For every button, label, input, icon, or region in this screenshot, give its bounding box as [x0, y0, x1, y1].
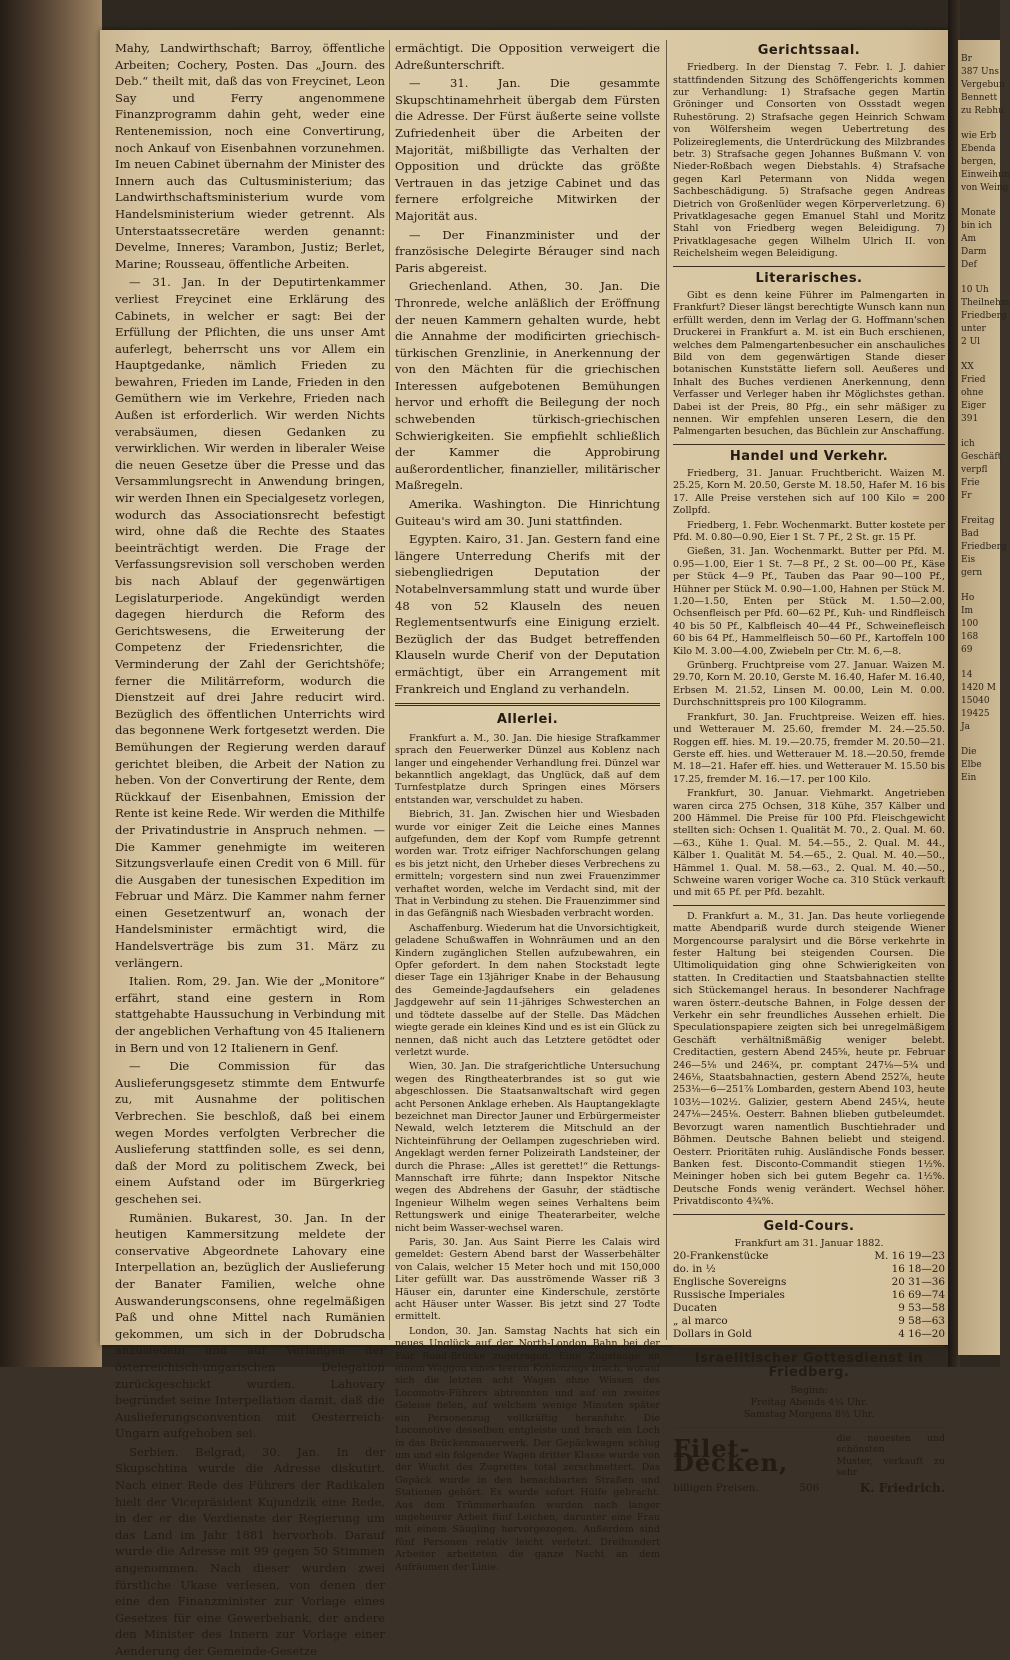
- geld-cours-label: do. in ½: [673, 1263, 716, 1276]
- column-politics-1: [115, 40, 385, 1658]
- paragraph-freycinet-declaration: — 31. Jan. In der Deputirtenkammer verliest Freycinet eine Erklärung des Cabinets, in welcher er sagt: Bei der Erfüllung der Pflichten, die uns unser Amt auferlegt, beherrscht uns vor Allem ein Hauptgedanke, nämlich Frieden zu bewahren, Frieden im Lande, Frieden in den Gemüthern wie im Verkehre, Frieden nach Außen ist erforderlich. Wir werden Nichts verabsäumen, diesen Gedanken zu verwirklichen. Wir werden in liberaler Weise die neuen Gesetze über die Presse und das Versammlungsrecht in Anwendung bringen, wir werden Ihnen ein Specialgesetz vorlegen, wodurch das Associationsrecht befestigt wird, ohne daß die Rechte des Staates beeinträchtigt werden. Die Frage der Verfassungsrevision soll verschoben werden bis nach Ablauf der gegenwärtigen Legislaturperiode. Angekündigt werden dagegen hierdurch die Reform des Gerichtswesens, die Erweiterung der Competenz der Friedensrichter, die Verminderung der Zahl der Gerichtshöfe; ferner die Militärreform, wodurch die Dienstzeit auf drei Jahre reducirt wird. Bezüglich des öffentlichen Unterrichts wird das begonnene Werk fortgesetzt werden. Die Bemühungen der Regierung werden darauf gerichtet bleiben, die Arbeit der Nation zu heben. Von der Convertirung der Rente, dem Rückkauf der Eisenbahnen, Emission der Rente ist keine Rede. Wir werden die Mithilfe der Privatindustrie in Anspruch nehmen. — Die Kammer genehmigte im weiteren Sitzungsverlaufe einen Credit von 6 Mill. für die Ausgaben der tunesischen Expedition im Februar und März. Die Kammer nahm ferner einen Gesetzentwurf an, wonach der Handelsminister ermächtigt wird, die Handelsverträge bis zum 31. März zu verlängern.: [115, 275, 385, 970]
- ad-headline: Filet-Decken,: [673, 1433, 789, 1477]
- adjacent-page-fragment-text: Die: [961, 747, 977, 757]
- paragraph-egypt: Egypten. Kairo, 31. Jan. Gestern fand eine längere Unterredung Cherifs mit der siebengliedrigen Deputation der Notabelnversammlung statt und wurde über 48 von 52 Klauseln des neuen Reglementsentwurfs eine Einigung erzielt. Bezüglich der das Budget betreffenden Klauseln wurde Cherif von der Deputation ermächtigt, über ein Arrangement mit Frankreich und England zu verhandeln.: [395, 532, 660, 696]
- column-rule-1: [389, 40, 390, 1340]
- geld-cours-label: Ducaten: [673, 1302, 718, 1315]
- gottesdienst-beginn: Beginn:: [790, 1384, 828, 1396]
- geld-cours-value: 9 58—63: [898, 1315, 945, 1328]
- adjacent-page-fragment-text: Eis: [961, 555, 976, 565]
- geld-cours-label: 20-Frankenstücke: [673, 1250, 769, 1263]
- section-divider: [673, 905, 945, 906]
- geld-cours-label: Russische Imperiales: [673, 1289, 785, 1302]
- section-divider: [673, 1214, 945, 1215]
- handel-item: Friedberg, 31. Januar. Fruchtbericht. Waizen M. 25.25, Korn M. 20.50, Gerste M. 18.50, Hafer M. 16 bis 17. Alle Preise verstehen sich auf 100 Kilo = 200 Zollpfd.: [673, 467, 945, 517]
- section-divider: [673, 1346, 945, 1347]
- adjacent-page-fragment-text: Einweihun: [961, 170, 1010, 180]
- paragraph-greece: Griechenland. Athen, 30. Jan. Die Thronrede, welche anläßlich der Eröffnung der neuen Kammern gehalten wurde, hebt die Annahme der modificirten griechisch-türkischen Grenzlinie, in Anerkennung der von den Mächten für die griechischen Interessen aufgebotenen Bemühungen hervor und erhofft die Beilegung der noch schwebenden türkisch-griechischen Schwierigkeiten. Sie empfiehlt schließlich der Kammer die Approbirung außerordentlicher, finanzieller, militärischer Maßregeln.: [395, 279, 660, 493]
- geld-cours-row: [673, 1276, 945, 1289]
- handel-item: Friedberg, 1. Febr. Wochenmarkt. Butter kostete per Pfd. M. 0.80—0.90, Eier 1 St. 7 Pf., 2 St. gr. 15 Pf.: [673, 519, 945, 544]
- adjacent-page-fragment-text: Fried: [961, 375, 986, 385]
- book-spine-edge: [0, 0, 102, 1367]
- ad-side-line-2: Muster, verkauft zu sehr: [836, 1455, 945, 1479]
- allerlei-item: Frankfurt a. M., 30. Jan. Die hiesige Strafkammer sprach den Feuerwerker Dünzel aus Koblenz nach langer und eingehender Verhandlung frei. Dünzel war bekanntlich angeklagt, das Unglück, daß auf dem Turnfestplatze durch Springen eines Mörsers entstanden war, verschuldet zu haben.: [395, 732, 660, 806]
- handel-heading: Handel und Verkehr.: [729, 448, 889, 464]
- geld-cours-subtitle: Frankfurt am 31. Januar 1882.: [734, 1237, 884, 1249]
- geld-cours-value: 16 69—74: [891, 1289, 945, 1302]
- adjacent-page-fragment-text: Ho: [961, 593, 975, 603]
- adjacent-page-fragment-text: wie Erb: [961, 131, 997, 141]
- allerlei-item: Paris, 30. Jan. Aus Saint Pierre les Calais wird gemeldet: Gestern Abend barst der Wasserbehälter von Calais, welcher 15 Meter hoch und mit 150,000 Liter gefüllt war. Das ausströmende Wasser riß 3 Häuser ein, darunter eine Kinderschule, zerstörte acht Häuser unter Wasser. Bis jetzt sind 27 Todte ermittelt.: [395, 1237, 660, 1323]
- adjacent-page-fragment-text: Br: [961, 54, 972, 64]
- geld-cours-row: [673, 1263, 945, 1276]
- adjacent-page-fragment-text: verpfl: [961, 465, 988, 475]
- gerichtssaal-heading: Gerichtssaal.: [757, 43, 861, 58]
- column-rule-2: [666, 40, 667, 1340]
- geld-cours-row: [673, 1250, 945, 1263]
- adjacent-page-fragment-text: 1420 M: [961, 683, 996, 693]
- column-politics-2: [395, 40, 660, 1573]
- paragraph-france-cabinet: Mahy, Landwirthschaft; Barroy, öffentliche Arbeiten; Cochery, Posten. Das „Journ. des Deb.“ theilt mit, daß das von Freycinet, Leon Say und Ferry angenommene Finanzprogramm dahin geht, weder eine Rentenemission, noch eine Convertirung, noch Ankauf von Eisenbahnen vorzunehmen. Im neuen Cabinet übernahm der Minister des Innern auch das Cultusministerium; das Landwirthschaftsministerium wurde vom Handelsministerium wieder getrennt. Als Unterstaatssecretäre werden genannt: Develme, Inneres; Varambon, Justiz; Berlet, Marine; Rousseau, öffentliche Arbeiten.: [115, 41, 385, 271]
- paragraph-america: Amerika. Washington. Die Hinrichtung Guiteau's wird am 30. Juni stattfinden.: [395, 497, 660, 528]
- allerlei-item: Wien, 30. Jan. Die strafgerichtliche Untersuchung wegen des Ringtheaterbrandes ist so gut wie abgeschlossen. Die Staatsanwaltschaft wird gegen acht Personen Anklage erheben. Als Hauptangeklagte bezeichnet man Director Jauner und Erbürgermeister Newald, welch letzterem die Mitschuld an der Nichteinführung der Oellampen zugeschrieben wird. Angeklagt werden ferner Polizeirath Landsteiner, der durch die Phrase: „Alles ist gerettet!“ die Rettungs-Mannschaft irre führte; dann Inspektor Nitsche wegen des Abdrehens der Gasuhr, der städtische Ingenieur Wilhelm wegen seines Verhaltens beim Rettungswerk und einige Theaterarbeiter, welche nicht beim Wasser-wechsel waren.: [395, 1061, 660, 1234]
- adjacent-page-fragment-text: 387 Uns: [961, 67, 1000, 77]
- gottesdienst-heading: Israelitischer Gottesdienst in Friedberg.: [694, 1351, 924, 1381]
- adjacent-page-fragment-text: 19425: [961, 709, 990, 719]
- adjacent-page-fragment-text: 10 Uh: [961, 285, 989, 295]
- adjacent-page-fragment-text: Def: [961, 260, 977, 270]
- geld-cours-value: 16 18—20: [891, 1263, 945, 1276]
- geld-cours-value: 4 16—20: [898, 1328, 945, 1341]
- allerlei-heading: Allerlei.: [496, 712, 559, 728]
- adjacent-page-fragment-text: XX: [961, 362, 974, 372]
- adjacent-page-fragment-text: 14: [961, 670, 973, 680]
- adjacent-page-fragment-text: Am: [961, 234, 977, 244]
- paragraph-italy: Italien. Rom, 29. Jan. Wie der „Monitore“ erfährt, stand eine gestern in Rom stattgehabte Haussuchung in Verbindung mit der angeblichen Verhaftung von 45 Italienern in Bern und von 12 Italienern in Genf.: [115, 974, 385, 1055]
- adjacent-page-fragment-text: Geschäft: [961, 452, 1002, 462]
- literarisches-heading: Literarisches.: [755, 270, 863, 286]
- adjacent-page-fragment-text: bergen,: [961, 157, 997, 167]
- section-divider: [395, 703, 660, 706]
- adjacent-page-fragment-text: Im: [961, 606, 974, 616]
- handel-item: Grünberg. Fruchtpreise vom 27. Januar. Waizen M. 29.70, Korn M. 20.10, Gerste M. 16.40, Hafer M. 16.40, Erbsen M. 21.52, Linsen M. 00.00, Lein M. 0.00. Durchschnittspreis pro 100 Kilogramm.: [673, 660, 945, 709]
- adjacent-page-fragment-text: Theilnehm: [961, 298, 1010, 308]
- adjacent-page-fragment: [958, 40, 1010, 1355]
- adjacent-page-fragment-text: 2 Ul: [961, 337, 981, 347]
- adjacent-page-fragment-text: 168: [961, 632, 979, 642]
- adjacent-page-fragment-text: 100: [961, 619, 979, 629]
- handel-item: Frankfurt, 30. Jan. Fruchtpreise. Weizen eff. hies. und Wetterauer M. 25.60, fremder M. 24.—25.50. Roggen eff. hies. M. 19.—20.75, fremder M. 20.50—21. Gerste eff. hies. und Wetterauer M. 18.—20.50, fremde M. 18—21. Hafer eff. hies. und Wetterauer M. 15.50 bis 17.25, fremder M. 16.—17. per 100 Kilo.: [673, 711, 945, 785]
- section-divider: [673, 1427, 945, 1428]
- adjacent-page-fragment-text: Fr: [961, 491, 972, 501]
- adjacent-page-fragment-text: Ebenda: [961, 144, 996, 154]
- adjacent-page-fragment-text: ich: [961, 439, 975, 449]
- geld-cours-table: [673, 1250, 945, 1341]
- adjacent-page-fragment-text: 69: [961, 645, 973, 655]
- geld-cours-row: [673, 1302, 945, 1315]
- adjacent-page-fragment-text: Frie: [961, 478, 980, 488]
- allerlei-item: Aschaffenburg. Wiederum hat die Unvorsichtigkeit, geladene Schußwaffen in Wohnräumen und an den Kindern zugänglichen Stellen aufzubewahren, ein Opfer gefordert. In dem nahen Stockstadt legte dieser Tage ein 13jähriger Knabe in der Behausung des Gemeinde-Jagdaufsehers ein geladenes Jagdgewehr auf sein 11-jähriges Schwesterchen an und tödtete dasselbe auf der Stelle. Das Mädchen wiegte gerade ein kleines Kind und es ist ein Glück zu nennen, daß nicht auch das Letztere getödtet oder verletzt wurde.: [395, 922, 660, 1058]
- adjacent-page-fragment-text: Friedberg: [961, 542, 1007, 552]
- adjacent-page-fragment-text: Friedberg: [961, 311, 1007, 321]
- adjacent-page-fragment-text: 391: [961, 414, 979, 424]
- paragraph-skupschtina: — 31. Jan. Die gesammte Skupschtinamehrheit übergab dem Fürsten die Adresse. Der Fürst äußerte seine vollste Zufriedenheit über die Arbeiten der Majorität, mißbilligte das Verhalten der Opposition und drückte das größte Vertrauen in das jetzige Cabinet und das fernere erfolgreiche Mitwirken der Majorität aus.: [395, 76, 660, 223]
- gottesdienst-friday: Freitag Abends 4¾ Uhr.: [750, 1396, 868, 1408]
- adjacent-page-fragment-text: Monate: [961, 208, 996, 218]
- paragraph-finance-minister: — Der Finanzminister und der französische Delegirte Bérauger sind nach Paris abgereist.: [395, 227, 660, 275]
- adjacent-page-fragment-text: Eiger: [961, 401, 986, 411]
- adjacent-page-fragment-text: von Weing: [961, 183, 1009, 193]
- literarisches-text: Gibt es denn keine Führer im Palmengarten in Frankfurt? Dieser längst berechtigte Wunsch kann nun erfüllt werden, denn im Verlag der G. Hoffmann'schen Druckerei in Frankfurt a. M. ist ein Buch erschienen, welches dem Palmengartenbesucher ein anschauliches Bild von dem gegenwärtigen Stande dieser botanischen Kunststätte liefern soll. Aeußeres und Inhalt des Buches verdienen Anerkennung, denn Verfasser und Verleger haben ihr Möglichstes gethan. Dabei ist der Preis, 80 Pfg., ein sehr mäßiger zu nennen. Wir empfehlen unseren Lesern, die den Palmengarten besuchen, das Büchlein zur Anschaffung.: [673, 289, 945, 438]
- geld-cours-row: [673, 1328, 945, 1341]
- ad-firm-name: K. Friedrich.: [859, 1480, 945, 1495]
- paragraph-serbia: Serbien. Belgrad, 30. Jan. In der Skupschtina wurde die Adresse diskutirt. Nach einer Rede des Führers der Radikalen hielt der Vicepräsident Kujundzik eine Rede, in der er die Verdienste der Regierung um das Land im Jahr 1881 hervorhob. Darauf wurde die Adresse mit 99 gegen 50 Stimmen angenommen. Nach dieser wurden zwei fürstliche Ukase verlesen, von denen der eine den Finanzminister zur Vorlage eines Gesetzes für eine Gewerbebank, der andere den Minister des Innern zur Vorlage einer Aenderung der Gemeinde-Gesetze: [115, 1444, 385, 1658]
- adjacent-page-fragment-text: Freitag: [961, 516, 995, 526]
- gottesdienst-saturday: Samstag Morgens 8½ Uhr.: [743, 1409, 875, 1421]
- boerse-report: D. Frankfurt a. M., 31. Jan. Das heute vorliegende matte Abendpariß wurde durch steigende Wiener Morgencourse paralysirt und die Börse verkehrte in fester Haltung bei steigenden Coursen. Die Ultimoliquidation ging ohne Schwierigkeiten von statten. In Creditactien und Staatsbahnactien stellte sich Stückemangel heraus. In besonderer Nachfrage waren österr.-deutsche Bahnen, in Folge dessen der Verkehr ein sehr freundliches Aussehen erhielt. Die Speculationspapiere zeigten sich bei unregelmäßigem Geschäft verhältnißmäßig weniger belebt. Creditactien, gestern Abend 245⅝, heute pr. Februar 246—5⅛ und 246¾, pr. comptant 247⅛—5¾ und 246⅛, Staatsbahnactien, gestern Abend 252⅞, heute 253⅛—6—251⅞ Lombarden, gestern Abend 103, heute 103½—102½. Galizier, gestern Abend 245¼, heute 247⅛—245⅛. Oesterr. Bahnen blieben gutbeleumdet. Bevorzugt waren namentlich Buschtiehrader und Böhmen. Deutsche Bahnen beliebt und steigend. Oesterr. Prioritäten ruhig. Ausländische Fonds besser. Banken fest. Disconto-Commandit stiegen 1½%. Meininger hoben sich bei gutem Begehr ca. 1½%. Deutsche Fonds wenig verändert. Wechsel höher. Privatdisconto 4¾%.: [673, 910, 945, 1208]
- adjacent-page-fragment-text: Ein: [961, 773, 977, 783]
- adjacent-page-fragment-text: Ja: [961, 722, 970, 732]
- adjacent-page-fragment-text: Bad: [961, 529, 979, 539]
- handel-item: Frankfurt, 30. Januar. Viehmarkt. Angetrieben waren circa 275 Ochsen, 318 Kühe, 357 Kälber und 200 Hämmel. Die Preise für 100 Pfd. Fleischgewicht stellten sich: Ochsen 1. Qualität M. 70., 2. Qual. M. 60.—63., Kühe 1. Qual. M. 54.—55., 2. Qual. M. 44., Kälber 1. Qualität M. 54.—65., 2. Qual. M. 40.—50., Hämmel 1. Qual. M. 58.—63., 2. Qual. M. 40.—50., Schweine waren voriger Woche ca. 310 Stück verkauft und mit 65 Pf. per Pfd. bezahlt.: [673, 788, 945, 899]
- adjacent-page-fragment-text: gern: [961, 568, 983, 578]
- ad-number: 506: [799, 1481, 820, 1494]
- adjacent-page-fragment-text: unter: [961, 324, 986, 334]
- geld-cours-label: „ al marco: [673, 1315, 728, 1328]
- paragraph-opposition: ermächtigt. Die Opposition verweigert die Adreßunterschrift.: [395, 41, 660, 72]
- geld-cours-row: [673, 1289, 945, 1302]
- allerlei-item: Biebrich, 31. Jan. Zwischen hier und Wiesbaden wurde vor einiger Zeit die Leiche eines Mannes aufgefunden, dem der Kopf vom Rumpfe getrennt worden war. Trotz eifriger Nachforschungen gelang es bis jetzt nicht, den Urheber dieses Verbrechens zu ermitteln; vorgestern sind nun zwei Frauenzimmer verhaftet worden, welche im Verdacht sind, mit der That in Verbindung zu stehen. Die Frauenzimmer sind in das Gefängniß nach Wiesbaden verbracht worden.: [395, 809, 660, 920]
- adjacent-page-fragment-text: Bennett: [961, 93, 998, 103]
- ad-side-line-1: die neuesten und schönsten: [836, 1432, 945, 1456]
- adjacent-page-fragment-text: bin ich: [961, 221, 993, 231]
- adjacent-page-fragment-text: ohne: [961, 388, 984, 398]
- geld-cours-value: 9 53—58: [898, 1302, 945, 1315]
- geld-cours-value: M. 16 19—23: [874, 1250, 945, 1263]
- advertisement-filet-decken: [673, 1433, 945, 1479]
- geld-cours-heading: Geld-Cours.: [763, 1218, 855, 1234]
- ad-price-note: billigen Preisen.: [673, 1481, 759, 1494]
- handel-item: Gießen, 31. Jan. Wochenmarkt. Butter per Pfd. M. 0.95—1.00, Eier 1 St. 7—8 Pf., 2 St. 00—00 Pf., Käse per Stück 4—9 Pf., Tauben das Paar 90—100 Pf., Hühner per Stück M. 0.90—1.00, Hahnen per Stück M. 1.20—1.50, Enten per Stück M. 1.50—2.00, Ochsenfleisch per Pfd. 60—62 Pf., Kuh- und Rindfleisch 40 bis 50 Pf., Kalbfleisch 40—44 Pf., Schweinefleisch 60 bis 64 Pf., Hammelfleisch 50—60 Pf., Kartoffeln 100 Kilo M. 3.00—4.00, Zwiebeln per Ctr. M. 6,—8.: [673, 546, 945, 657]
- paragraph-romania: Rumänien. Bukarest, 30. Jan. In der heutigen Kammersitzung meldete der conservative Abgeordnete Lahovary eine Interpellation an, bezüglich der Auslieferung der Banater Familien, welche ohne Auswanderungsconsens, ohne regelmäßigen Paß und ohne Mittel nach Rumänien gekommen, um sich in der Dobrudscha anzusiedeln und auf Verlangen der österreichisch-ungarischen Delegation zurückgeschickt wurden. Lahovary begründet seine Interpellation damit, daß die Auslieferungsconvention mit Oesterreich-Ungarn aufgehoben sei.: [115, 1210, 385, 1441]
- geld-cours-label: Dollars in Gold: [673, 1328, 752, 1341]
- adjacent-page-fragment-text: zu Rebhu: [961, 106, 1004, 116]
- adjacent-page-fragment-text: Elbe: [961, 760, 982, 770]
- adjacent-page-fragment-text: Darm: [961, 247, 987, 257]
- section-divider: [673, 266, 945, 267]
- adjacent-page-fragment-text: 15040: [961, 696, 990, 706]
- paragraph-extradition-commission: — Die Commission für das Auslieferungsgesetz stimmte dem Entwurfe zu, mit Ausnahme der politischen Verbrechen. Sie beschloß, daß bei einem wegen Mordes verfolgten Verbrecher die Auslieferung stattfinden solle, es sei denn, daß der Mord zu politischem Zweck, bei einem Aufstand oder im Bürgerkrieg geschehen sei.: [115, 1059, 385, 1206]
- geld-cours-row: [673, 1315, 945, 1328]
- geld-cours-label: Englische Sovereigns: [673, 1276, 787, 1289]
- adjacent-page-fragment-text: Vergebun: [961, 80, 1005, 90]
- gerichtssaal-text: Friedberg. In der Dienstag 7. Febr. l. J. dahier stattfindenden Sitzung des Schöffengerichts kommen zur Verhandlung: 1) Strafsache gegen Martin Gröninger und Consorten von Ossstadt wegen Ruhestörung. 2) Strafsache gegen Heinrich Schwam von Wölfersheim wegen Uebertretung des Polizeireglements, die Unterdrückung des Milzbrandes betr. 3) Strafsache gegen Johannes Bußmann V. von Nieder-Roßbach wegen Diebstahls. 4) Strafsache gegen Karl Petermann von Nidda wegen Sachbeschädigung. 5) Strafsache gegen Andreas Dietrich von Großenlüder wegen Körperverletzung. 6) Privatklagesache gegen Emanuel Stahl und Moritz Stahl von Friedberg wegen Beleidigung. 7) Privatklagesache gegen Wilhelm Ulrich II. von Reichelsheim wegen Beleidigung.: [673, 62, 945, 260]
- allerlei-item: London, 30. Jan. Samstag Nachts hat sich ein neues Unglück auf der North-London Bahn bei der Fair Road-Brücke zugetragen. Eine Zugstange an einem Waggon eines leeren Kohlenzugs brach, worauf sich die letzten acht Wagen ohne Wissen des Locomotiv-Führers abtrennten und auf ein zweites Geleise fielen, auf welchem wenige Minuten später ein Personenzug vollkräftig heranfuhr. Die Locomotive desselben entgleiste und brach ein Loch in das Brückenmauerwerk. Der Gepäckwagen schlug um und ein folgender Wagen dritter Klasse wurde von der Wucht des Zugrettes total zerschmettert. Das Gepäck wurde in den benachbarten Straßen und Stationen gehört. Es wurde sofort Hülfe gebracht. Aus dem Trümmerhaufen wurden nach langer ungeheurer Arbeit fünf Leichen, darunter eine Frau mit einem Säugling hervorgezogen. Außerdem sind fünf Personen relativ leicht verletzt. Dreihundert Arbeiter arbeiteten die ganze Nacht an dem Aufräumen der Linie.: [395, 1325, 660, 1573]
- geld-cours-value: 20 31—36: [891, 1276, 945, 1289]
- column-local: [673, 40, 945, 1495]
- section-divider: [673, 444, 945, 445]
